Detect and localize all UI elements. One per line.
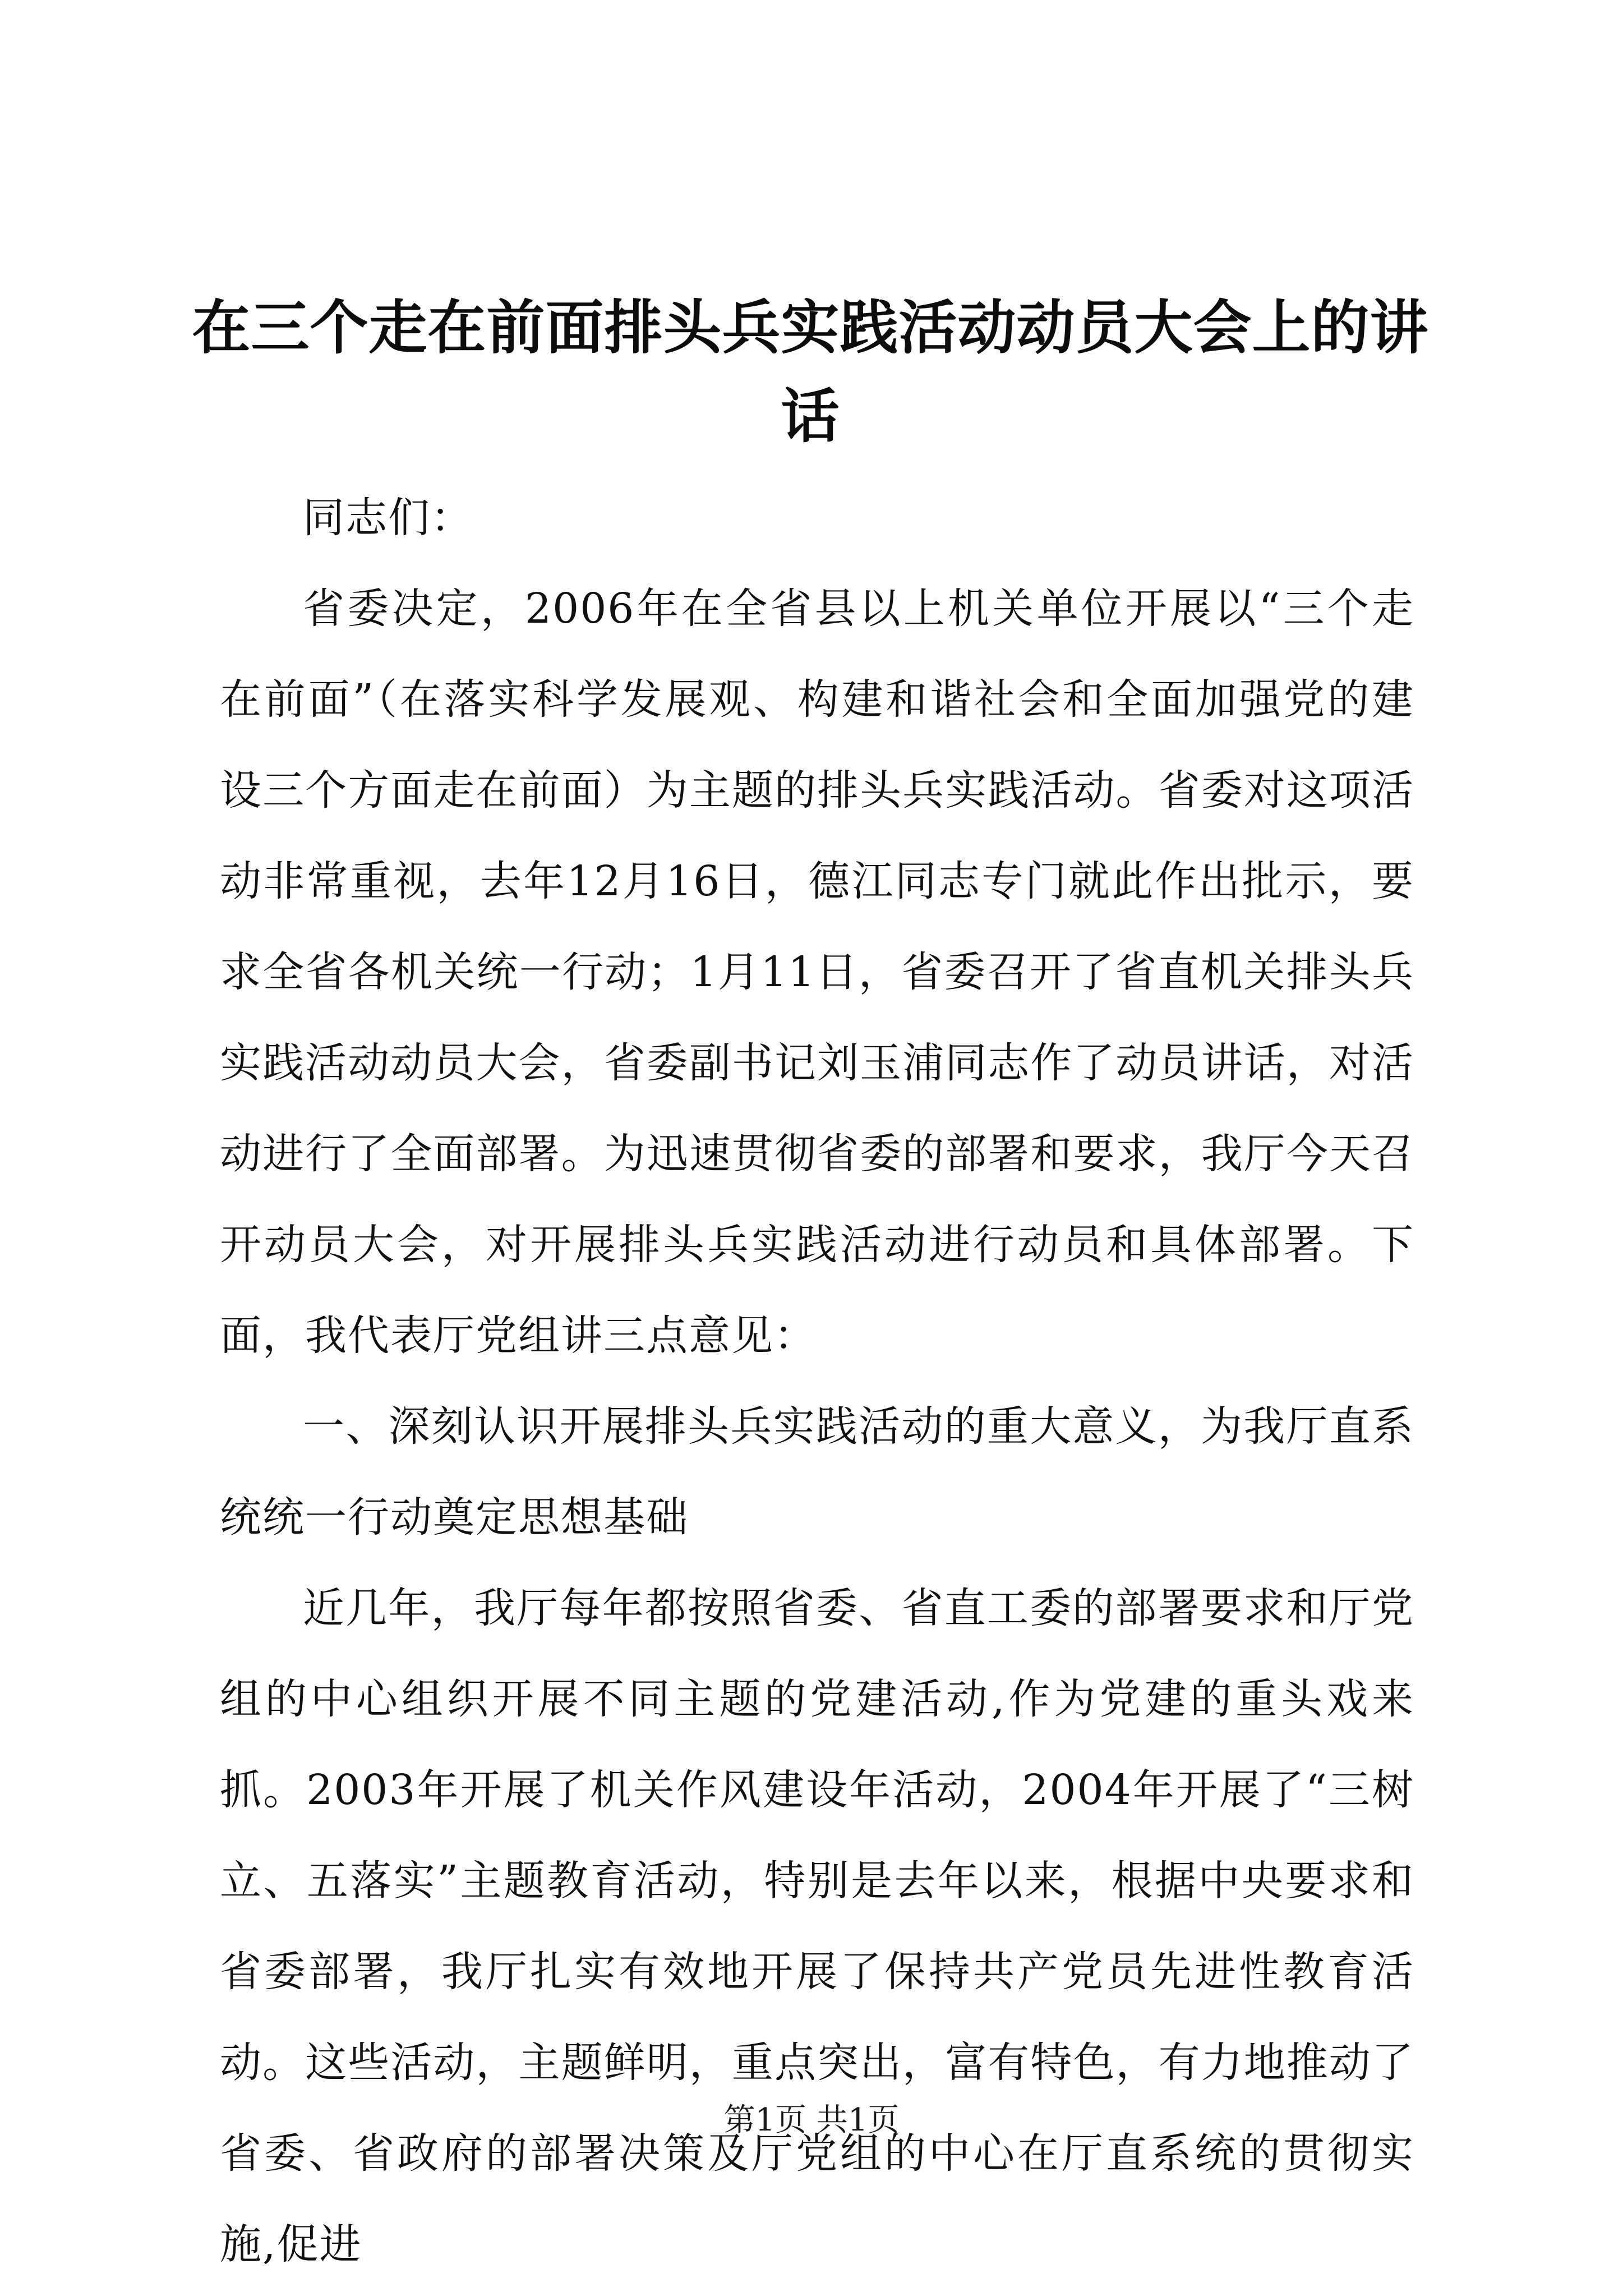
body-paragraph: 近几年，我厅每年都按照省委、省直工委的部署要求和厅党组的中心组织开展不同主题的党建活动,作为党建的重头戏来抓。2003年开展了机关作风建设年活动，2004年开展了“三树立、五落实”主题教育活动，特别是去年以来，根据中央要求和省委部署，我厅扎实有效地开展了保持共产党员先进性教育活动。这些活动，主题鲜明，重点突出，富有特色，有力地推动了省委、省政府的部署决策及厅党组的中心在厅直系统的贯彻实施,促进 — [220, 1584, 1414, 2269]
section-heading-1: 一、深刻认识开展排头兵实践活动的重大意义，为我厅直系统统一行动奠定思想基础 — [220, 1402, 1414, 1542]
page-footer: 第1页 共1页 — [723, 2102, 900, 2138]
document-body — [220, 472, 1414, 2290]
salutation-paragraph: 同志们： — [303, 494, 473, 542]
intro-paragraph: 省委决定，2006年在全省县以上机关单位开展以“三个走在前面”（在落实科学发展观、构建和谐社会和全面加强党的建设三个方面走在前面）为主题的排头兵实践活动。省委对这项活动非常重视，去年12月16日，德江同志专门就此作出批示，要求全省各机关统一行动；1月11日，省委召开了省直机关排头兵实践活动动员大会，省委副书记刘玉浦同志作了动员讲话，对活动进行了全面部署。为迅速贯彻省委的部署和要求，我厅今天召开动员大会，对开展排头兵实践活动进行动员和具体部署。下面，我代表厅党组讲三点意见： — [220, 585, 1414, 1360]
document-title: 在三个走在前面排头兵实践活动动员大会上的讲话 — [192, 293, 1429, 450]
